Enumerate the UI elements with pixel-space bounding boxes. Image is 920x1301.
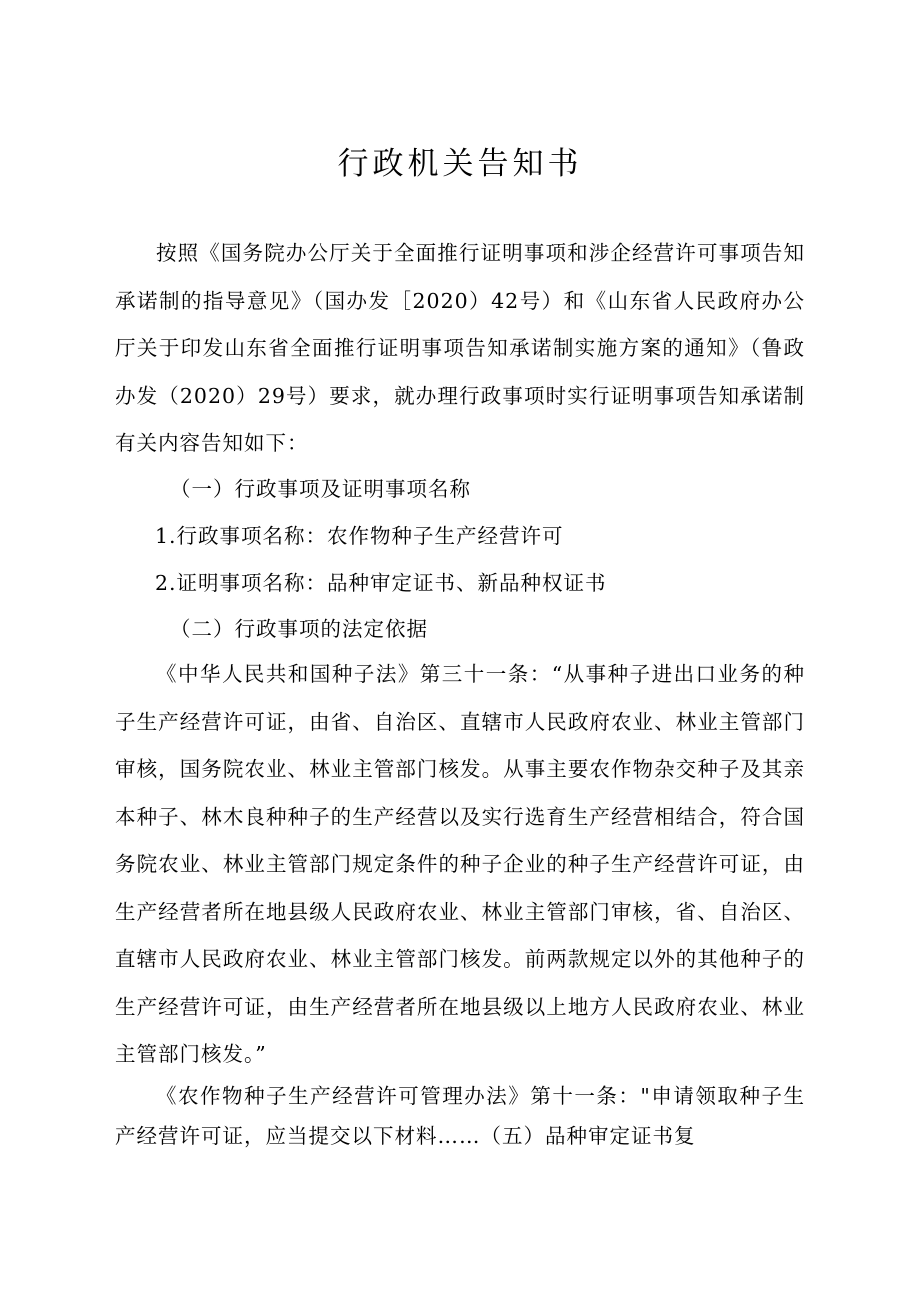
section-heading-2: （二）行政事项的法定依据 <box>170 617 428 641</box>
intro-paragraph: 按照《国务院办公厅关于全面推行证明事项和涉企经营许可事项告知承诺制的指导意见》（国办发［2020）42号）和《山东省人民政府办公厅关于印发山东省全面推行证明事项告知承诺制实施方案的通知》（鲁政办发（2020）29号）要求，就办理行政事项时实行证明事项告知承诺制有关内容告知如下： <box>115 241 805 455</box>
document-title: 行政机关告知书 <box>337 146 583 182</box>
regulation-quote-paragraph: 《农作物种子生产经营许可管理办法》第十一条："申请领取种子生产经营许可证，应当提交以下材料……（五）品种审定证书复 <box>115 1084 805 1148</box>
item-administrative-matter: 1.行政事项名称：农作物种子生产经营许可 <box>155 524 564 548</box>
section-heading-1: （一）行政事项及证明事项名称 <box>170 477 471 501</box>
item-proof-matter: 2.证明事项名称：品种审定证书、新品种权证书 <box>155 571 607 595</box>
seed-law-quote-paragraph: 《中华人民共和国种子法》第三十一条：“从事种子进出口业务的种子生产经营许可证，由省、自治区、直辖市人民政府农业、林业主管部门审核，国务院农业、林业主管部门核发。从事主要农作物杂交种子及其亲本种子、林木良种种子的生产经营以及实行选育生产经营相结合，符合国务院农业、林业主管部门规定条件的种子企业的种子生产经营许可证，由生产经营者所在地县级人民政府农业、林业主管部门审核，省、自治区、直辖市人民政府农业、林业主管部门核发。前两款规定以外的其他种子的生产经营许可证，由生产经营者所在地县级以上地方人民政府农业、林业主管部门核发。” <box>115 662 805 1066</box>
